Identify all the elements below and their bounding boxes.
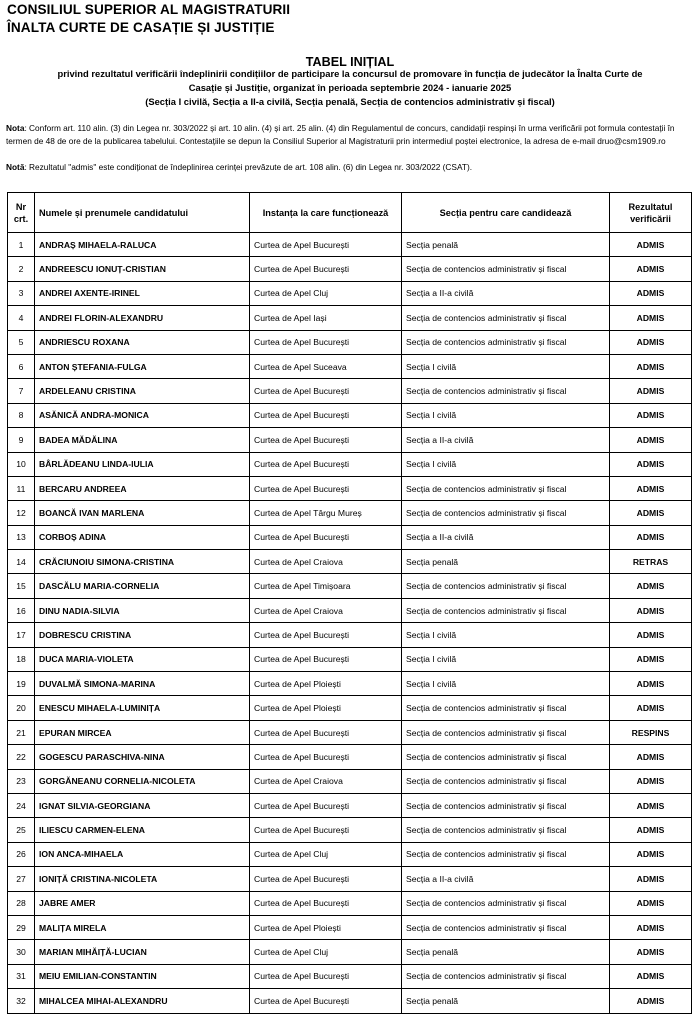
section-name: Secția de contencios administrativ și fiscal bbox=[402, 964, 610, 988]
section-name: Secția de contencios administrativ și fiscal bbox=[402, 598, 610, 622]
court-name: Curtea de Apel București bbox=[250, 647, 402, 671]
table-row bbox=[8, 233, 692, 257]
court-name: Curtea de Apel București bbox=[250, 793, 402, 817]
table-row bbox=[8, 306, 692, 330]
table-row bbox=[8, 623, 692, 647]
row-number: 24 bbox=[8, 793, 35, 817]
table-row bbox=[8, 379, 692, 403]
table-row bbox=[8, 964, 692, 988]
court-name: Curtea de Apel Craiova bbox=[250, 769, 402, 793]
table-row bbox=[8, 354, 692, 378]
candidate-name: ARDELEANU CRISTINA bbox=[35, 379, 250, 403]
section-name: Secția de contencios administrativ și fiscal bbox=[402, 818, 610, 842]
court-name: Curtea de Apel București bbox=[250, 720, 402, 744]
candidates-table bbox=[7, 192, 692, 1014]
subtitle-line-1: privind rezultatul verificării îndeplinirii condițiilor de participare la concursul de promovare în funcția de judecător la Înalta Curte de bbox=[57, 68, 643, 79]
verification-result: ADMIS bbox=[610, 696, 692, 720]
table-row bbox=[8, 501, 692, 525]
table-row bbox=[8, 403, 692, 427]
row-number: 23 bbox=[8, 769, 35, 793]
row-number: 11 bbox=[8, 476, 35, 500]
table-row bbox=[8, 745, 692, 769]
row-number: 12 bbox=[8, 501, 35, 525]
candidate-name: ANDREI FLORIN-ALEXANDRU bbox=[35, 306, 250, 330]
section-name: Secția de contencios administrativ și fiscal bbox=[402, 476, 610, 500]
verification-result: RESPINS bbox=[610, 720, 692, 744]
section-name: Secția de contencios administrativ și fiscal bbox=[402, 257, 610, 281]
verification-result: ADMIS bbox=[610, 525, 692, 549]
table-row bbox=[8, 842, 692, 866]
section-name: Secția I civilă bbox=[402, 403, 610, 427]
table-row bbox=[8, 720, 692, 744]
row-number: 16 bbox=[8, 598, 35, 622]
court-name: Curtea de Apel București bbox=[250, 964, 402, 988]
court-name: Curtea de Apel Ploiești bbox=[250, 672, 402, 696]
document-subtitle bbox=[8, 67, 692, 94]
note-text: : Conform art. 110 alin. (3) din Legea nr. 303/2022 și art. 10 alin. (4) și art. 25 alin. (4) din Regulamentul de concurs, candidații respinși în urma verificării pot formula contestații în termen de 48 de ore de la publicarea tabelului. Contestațiile se depun la Consiliul Superior al Magistraturii prin intermediul poștei electronice, la adresa de e-mail druo@csm1909.ro bbox=[6, 123, 675, 147]
note-admis-condition bbox=[6, 161, 696, 174]
verification-result: ADMIS bbox=[610, 672, 692, 696]
section-name: Secția penală bbox=[402, 989, 610, 1013]
verification-result: ADMIS bbox=[610, 379, 692, 403]
section-name: Secția a II-a civilă bbox=[402, 525, 610, 549]
section-name: Secția de contencios administrativ și fiscal bbox=[402, 769, 610, 793]
institution-name-iccj: ÎNALTA CURTE DE CASAȚIE ȘI JUSTIȚIE bbox=[7, 20, 275, 35]
section-name: Secția de contencios administrativ și fiscal bbox=[402, 330, 610, 354]
court-name: Curtea de Apel Ploiești bbox=[250, 696, 402, 720]
verification-result: ADMIS bbox=[610, 306, 692, 330]
verification-result: ADMIS bbox=[610, 330, 692, 354]
candidate-name: ANDRAȘ MIHAELA-RALUCA bbox=[35, 233, 250, 257]
table-row bbox=[8, 672, 692, 696]
row-number: 30 bbox=[8, 940, 35, 964]
table-row bbox=[8, 257, 692, 281]
verification-result: RETRAS bbox=[610, 550, 692, 574]
verification-result: ADMIS bbox=[610, 598, 692, 622]
row-number: 28 bbox=[8, 891, 35, 915]
court-name: Curtea de Apel București bbox=[250, 623, 402, 647]
subtitle-line-2: Casație și Justiție, organizat în perioada septembrie 2024 - ianuarie 2025 bbox=[188, 81, 512, 93]
row-number: 17 bbox=[8, 623, 35, 647]
verification-result: ADMIS bbox=[610, 818, 692, 842]
section-name: Secția I civilă bbox=[402, 672, 610, 696]
candidate-name: JABRE AMER bbox=[35, 891, 250, 915]
candidate-name: MIHALCEA MIHAI-ALEXANDRU bbox=[35, 989, 250, 1013]
court-name: Curtea de Apel București bbox=[250, 403, 402, 427]
section-name: Secția a II-a civilă bbox=[402, 428, 610, 452]
court-name: Curtea de Apel București bbox=[250, 379, 402, 403]
candidate-name: IONIȚĂ CRISTINA-NICOLETA bbox=[35, 867, 250, 891]
section-name: Secția I civilă bbox=[402, 452, 610, 476]
table-row bbox=[8, 525, 692, 549]
court-name: Curtea de Apel București bbox=[250, 452, 402, 476]
table-row bbox=[8, 476, 692, 500]
row-number: 32 bbox=[8, 989, 35, 1013]
candidate-name: ASĂNICĂ ANDRA-MONICA bbox=[35, 403, 250, 427]
verification-result: ADMIS bbox=[610, 403, 692, 427]
header-nr: Nr crt. bbox=[8, 193, 35, 233]
table-row bbox=[8, 696, 692, 720]
table-row bbox=[8, 769, 692, 793]
row-number: 2 bbox=[8, 257, 35, 281]
court-name: Curtea de Apel Cluj bbox=[250, 940, 402, 964]
candidate-name: ANDRIESCU ROXANA bbox=[35, 330, 250, 354]
header-section: Secția pentru care candidează bbox=[402, 193, 610, 233]
court-name: Curtea de Apel Iași bbox=[250, 306, 402, 330]
section-name: Secția a II-a civilă bbox=[402, 867, 610, 891]
row-number: 3 bbox=[8, 281, 35, 305]
institution-name-csm: CONSILIUL SUPERIOR AL MAGISTRATURII bbox=[7, 2, 291, 17]
candidate-name: ILIESCU CARMEN-ELENA bbox=[35, 818, 250, 842]
row-number: 14 bbox=[8, 550, 35, 574]
section-name: Secția de contencios administrativ și fiscal bbox=[402, 745, 610, 769]
court-name: Curtea de Apel București bbox=[250, 818, 402, 842]
row-number: 4 bbox=[8, 306, 35, 330]
section-name: Secția de contencios administrativ și fiscal bbox=[402, 696, 610, 720]
court-name: Curtea de Apel București bbox=[250, 745, 402, 769]
verification-result: ADMIS bbox=[610, 940, 692, 964]
court-name: Curtea de Apel Craiova bbox=[250, 550, 402, 574]
section-name: Secția I civilă bbox=[402, 354, 610, 378]
table-row bbox=[8, 598, 692, 622]
candidate-name: DUVALMĂ SIMONA-MARINA bbox=[35, 672, 250, 696]
candidate-name: DINU NADIA-SILVIA bbox=[35, 598, 250, 622]
verification-result: ADMIS bbox=[610, 574, 692, 598]
table-row bbox=[8, 330, 692, 354]
section-name: Secția de contencios administrativ și fiscal bbox=[402, 379, 610, 403]
table-row bbox=[8, 281, 692, 305]
row-number: 8 bbox=[8, 403, 35, 427]
candidate-name: EPURAN MIRCEA bbox=[35, 720, 250, 744]
candidate-name: DOBRESCU CRISTINA bbox=[35, 623, 250, 647]
row-number: 26 bbox=[8, 842, 35, 866]
verification-result: ADMIS bbox=[610, 867, 692, 891]
row-number: 29 bbox=[8, 915, 35, 939]
candidate-name: ANDREI AXENTE-IRINEL bbox=[35, 281, 250, 305]
section-name: Secția de contencios administrativ și fiscal bbox=[402, 501, 610, 525]
table-row bbox=[8, 818, 692, 842]
row-number: 19 bbox=[8, 672, 35, 696]
row-number: 27 bbox=[8, 867, 35, 891]
candidate-name: DASCĂLU MARIA-CORNELIA bbox=[35, 574, 250, 598]
section-name: Secția penală bbox=[402, 550, 610, 574]
row-number: 5 bbox=[8, 330, 35, 354]
candidate-name: CRĂCIUNOIU SIMONA-CRISTINA bbox=[35, 550, 250, 574]
court-name: Curtea de Apel Timișoara bbox=[250, 574, 402, 598]
section-name: Secția de contencios administrativ și fiscal bbox=[402, 891, 610, 915]
verification-result: ADMIS bbox=[610, 281, 692, 305]
verification-result: ADMIS bbox=[610, 745, 692, 769]
table-row bbox=[8, 793, 692, 817]
section-name: Secția de contencios administrativ și fiscal bbox=[402, 306, 610, 330]
candidate-name: ANTON ȘTEFANIA-FULGA bbox=[35, 354, 250, 378]
verification-result: ADMIS bbox=[610, 915, 692, 939]
candidate-name: DUCA MARIA-VIOLETA bbox=[35, 647, 250, 671]
candidate-name: MARIAN MIHĂIȚĂ-LUCIAN bbox=[35, 940, 250, 964]
candidate-name: MALIȚA MIRELA bbox=[35, 915, 250, 939]
candidate-name: BERCARU ANDREEA bbox=[35, 476, 250, 500]
table-row bbox=[8, 891, 692, 915]
row-number: 21 bbox=[8, 720, 35, 744]
table-header-row bbox=[8, 193, 692, 233]
section-name: Secția de contencios administrativ și fiscal bbox=[402, 915, 610, 939]
candidate-name: ENESCU MIHAELA-LUMINIȚA bbox=[35, 696, 250, 720]
table-row bbox=[8, 574, 692, 598]
court-name: Curtea de Apel București bbox=[250, 330, 402, 354]
note-text: : Rezultatul "admis" este condiționat de îndeplinirea cerinței prevăzute de art. 108 alin. (6) din Legea nr. 303/2022 (CSAT). bbox=[24, 162, 473, 172]
candidate-name: ANDREESCU IONUȚ-CRISTIAN bbox=[35, 257, 250, 281]
court-name: Curtea de Apel București bbox=[250, 525, 402, 549]
court-name: Curtea de Apel București bbox=[250, 867, 402, 891]
verification-result: ADMIS bbox=[610, 623, 692, 647]
note-label: Nota bbox=[6, 123, 25, 133]
row-number: 6 bbox=[8, 354, 35, 378]
candidate-name: ION ANCA-MIHAELA bbox=[35, 842, 250, 866]
document-sections-list: (Secția I civilă, Secția a II-a civilă, Secția penală, Secția de contencios administrativ și fiscal) bbox=[145, 96, 555, 107]
candidate-name: GOGESCU PARASCHIVA-NINA bbox=[35, 745, 250, 769]
table-row bbox=[8, 915, 692, 939]
court-name: Curtea de Apel București bbox=[250, 428, 402, 452]
table-row bbox=[8, 428, 692, 452]
section-name: Secția a II-a civilă bbox=[402, 281, 610, 305]
verification-result: ADMIS bbox=[610, 233, 692, 257]
row-number: 31 bbox=[8, 964, 35, 988]
verification-result: ADMIS bbox=[610, 769, 692, 793]
table-row bbox=[8, 940, 692, 964]
row-number: 22 bbox=[8, 745, 35, 769]
verification-result: ADMIS bbox=[610, 501, 692, 525]
court-name: Curtea de Apel București bbox=[250, 233, 402, 257]
candidate-name: CORBOȘ ADINA bbox=[35, 525, 250, 549]
section-name: Secția penală bbox=[402, 233, 610, 257]
candidate-name: GORGĂNEANU CORNELIA-NICOLETA bbox=[35, 769, 250, 793]
header-court: Instanța la care funcționează bbox=[250, 193, 402, 233]
table-row bbox=[8, 452, 692, 476]
table-row bbox=[8, 647, 692, 671]
row-number: 18 bbox=[8, 647, 35, 671]
court-name: Curtea de Apel Cluj bbox=[250, 842, 402, 866]
section-name: Secția de contencios administrativ și fiscal bbox=[402, 720, 610, 744]
court-name: Curtea de Apel Suceava bbox=[250, 354, 402, 378]
court-name: Curtea de Apel București bbox=[250, 989, 402, 1013]
note-label: Notă bbox=[6, 162, 25, 172]
court-name: Curtea de Apel Ploiești bbox=[250, 915, 402, 939]
row-number: 13 bbox=[8, 525, 35, 549]
section-name: Secția de contencios administrativ și fiscal bbox=[402, 842, 610, 866]
candidate-name: BADEA MĂDĂLINA bbox=[35, 428, 250, 452]
candidate-name: MEIU EMILIAN-CONSTANTIN bbox=[35, 964, 250, 988]
row-number: 1 bbox=[8, 233, 35, 257]
verification-result: ADMIS bbox=[610, 989, 692, 1013]
court-name: Curtea de Apel Cluj bbox=[250, 281, 402, 305]
verification-result: ADMIS bbox=[610, 452, 692, 476]
header-result: Rezultatul verificării bbox=[610, 193, 692, 233]
section-name: Secția de contencios administrativ și fiscal bbox=[402, 793, 610, 817]
court-name: Curtea de Apel București bbox=[250, 891, 402, 915]
note-contestatii bbox=[6, 122, 696, 148]
row-number: 20 bbox=[8, 696, 35, 720]
candidate-name: BOANCĂ IVAN MARLENA bbox=[35, 501, 250, 525]
row-number: 7 bbox=[8, 379, 35, 403]
candidate-name: IGNAT SILVIA-GEORGIANA bbox=[35, 793, 250, 817]
verification-result: ADMIS bbox=[610, 964, 692, 988]
court-name: Curtea de Apel București bbox=[250, 476, 402, 500]
court-name: Curtea de Apel București bbox=[250, 257, 402, 281]
table-row bbox=[8, 867, 692, 891]
verification-result: ADMIS bbox=[610, 647, 692, 671]
row-number: 15 bbox=[8, 574, 35, 598]
court-name: Curtea de Apel Târgu Mureș bbox=[250, 501, 402, 525]
candidate-name: BÂRLĂDEANU LINDA-IULIA bbox=[35, 452, 250, 476]
table-row bbox=[8, 989, 692, 1013]
row-number: 25 bbox=[8, 818, 35, 842]
court-name: Curtea de Apel Craiova bbox=[250, 598, 402, 622]
verification-result: ADMIS bbox=[610, 428, 692, 452]
row-number: 10 bbox=[8, 452, 35, 476]
table-row bbox=[8, 550, 692, 574]
verification-result: ADMIS bbox=[610, 793, 692, 817]
section-name: Secția de contencios administrativ și fiscal bbox=[402, 574, 610, 598]
verification-result: ADMIS bbox=[610, 257, 692, 281]
header-name: Numele și prenumele candidatului bbox=[35, 193, 250, 233]
document-title: TABEL INIȚIAL bbox=[305, 55, 395, 69]
section-name: Secția penală bbox=[402, 940, 610, 964]
verification-result: ADMIS bbox=[610, 354, 692, 378]
row-number: 9 bbox=[8, 428, 35, 452]
verification-result: ADMIS bbox=[610, 476, 692, 500]
section-name: Secția I civilă bbox=[402, 623, 610, 647]
verification-result: ADMIS bbox=[610, 891, 692, 915]
section-name: Secția I civilă bbox=[402, 647, 610, 671]
verification-result: ADMIS bbox=[610, 842, 692, 866]
